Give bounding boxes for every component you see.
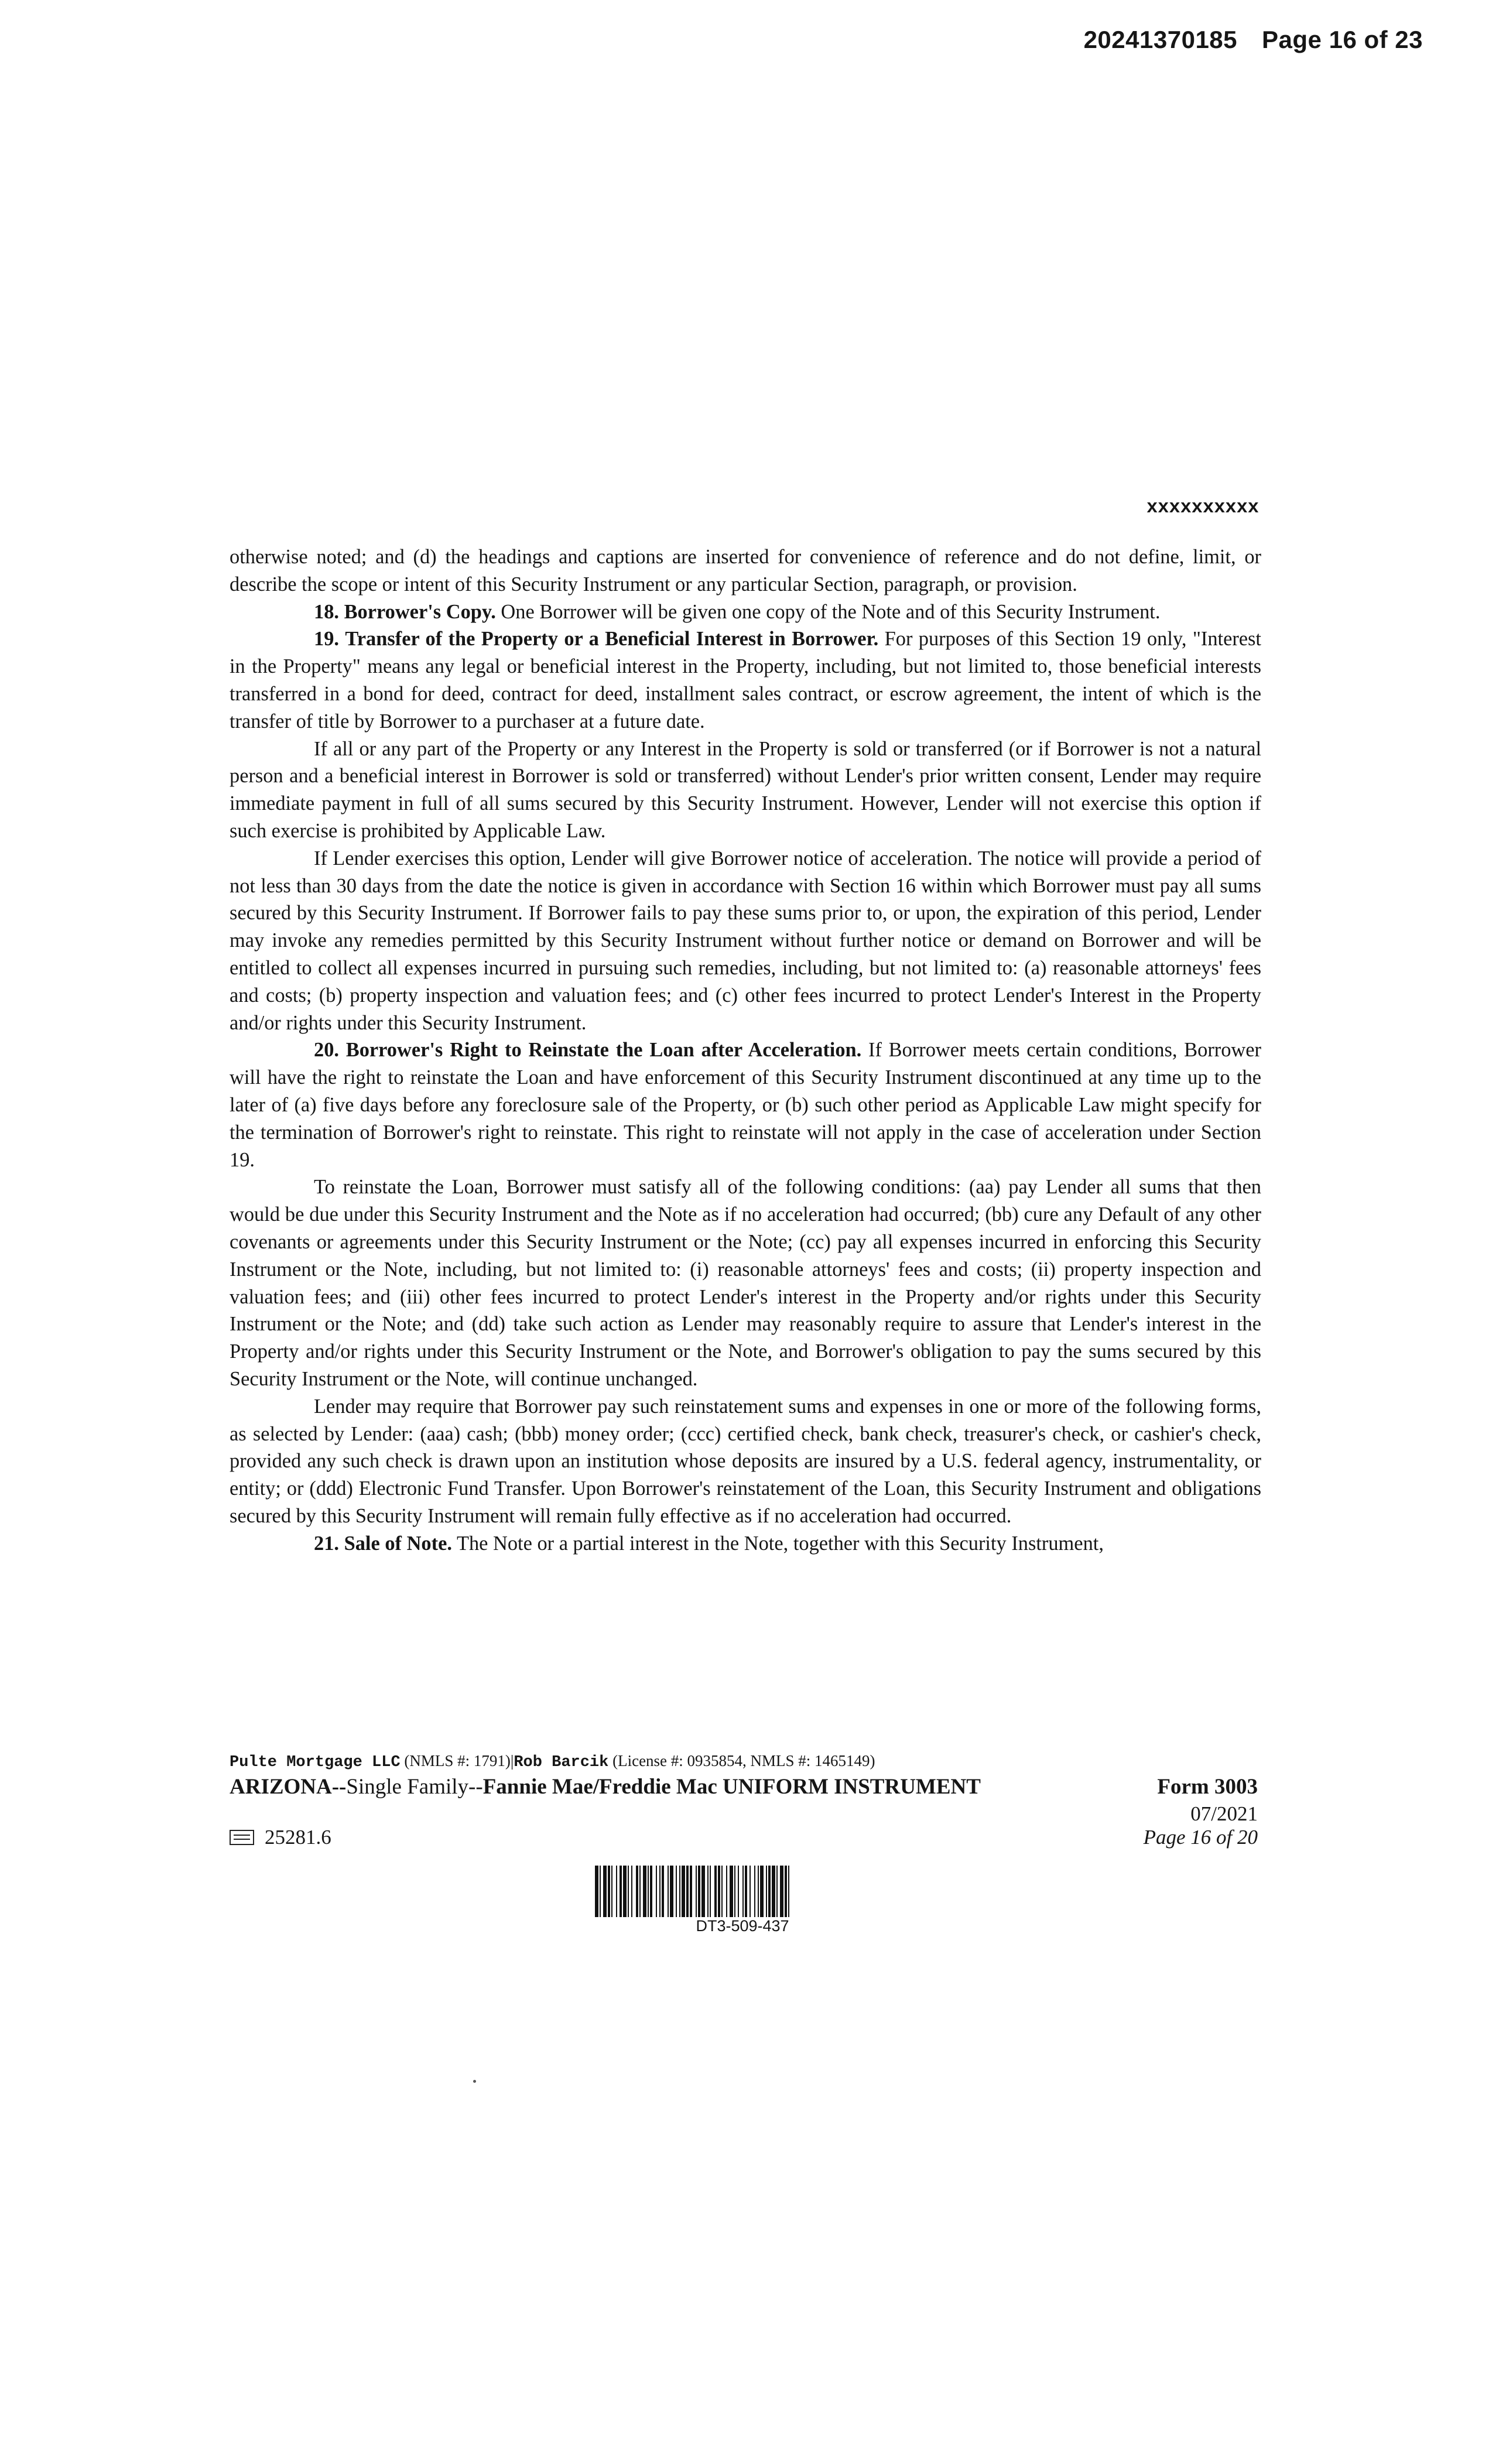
barcode-bar	[670, 1866, 673, 1917]
stray-mark	[473, 2080, 476, 2083]
separator: |	[510, 1752, 514, 1770]
form-type: Single Family--	[346, 1775, 483, 1799]
barcode-bar	[701, 1866, 705, 1917]
form-title	[230, 1774, 981, 1799]
barcode-bar	[616, 1866, 617, 1917]
barcode-bar	[730, 1866, 733, 1917]
barcode-bar	[650, 1866, 652, 1917]
barcode-bar	[785, 1866, 787, 1917]
footer-lender-line	[230, 1752, 875, 1771]
section-text: For purposes of this Section 19 only, "Interest in the Property" means any legal or beneficial interest in the Property, including, but not limited to, those beneficial interests transferred in a bond for deed, contract for deed, installment sales contract, or escrow agreement, the intent of which is the transfer of title by Borrower to a purchaser at a future date.	[230, 628, 1261, 733]
paragraph: To reinstate the Loan, Borrower must satisfy all of the following conditions: (aa) pay Lender all sums that then would be due under this Security Instrument and the Note as if no acceleration had occurred; (bb) cure any Default of any other covenants or agreements under this Security Instrument or the Note; (cc) pay all expenses incurred in enforcing this Security Instrument or the Note, including, but not limited to: (i) reasonable attorneys' fees and costs; (ii) property inspection and valuation fees; and (iii) other fees incurred to protect Lender's interest in the Property and/or rights under this Security Instrument or the Note; and (dd) take such action as Lender may reasonably require to assure that Lender's interest in the Property and/or rights under this Security Instrument or the Note, and Borrower's obligation to pay the sums secured by this Security Instrument or the Note, will continue unchanged.	[230, 1176, 1261, 1390]
form-page: Page 16 of 20	[1143, 1826, 1258, 1849]
form-name: Fannie Mae/Freddie Mac UNIFORM INSTRUMENT	[482, 1775, 981, 1799]
section-title: Borrower's Copy.	[344, 600, 496, 623]
section-title: Transfer of the Property or a Beneficial Interest in Borrower.	[345, 628, 879, 651]
barcode-bar	[766, 1866, 767, 1917]
barcode-bar	[696, 1866, 697, 1917]
paragraph: Lender may require that Borrower pay such reinstatement sums and expenses in one or more of the following forms, as selected by Lender: (aaa) cash; (bbb) money order; (ccc) certified check, bank check, treasurer's check, or cashier's check, provided any such check is drawn upon an institution whose deposits are insured by a U.S. federal agency, instrumentality, or entity; or (ddd) Electronic Fund Transfer. Upon Borrower's reinstatement of the Loan, this Security Instrument and obligations secured by this Security Instrument will remain fully effective as if no acceleration had occurred.	[230, 1395, 1261, 1527]
barcode-bar	[758, 1866, 759, 1917]
barcode-bar	[620, 1866, 622, 1917]
barcode-bar	[656, 1866, 657, 1917]
section-18	[230, 598, 1261, 626]
paragraph: If all or any part of the Property or any Interest in the Property is sold or transferred (or if Borrower is not a natural person and a beneficial interest in Borrower is sold or transferred) without Lender's prior written consent, Lender may require immediate payment in full of all sums secured by this Security Instrument. However, Lender will not exercise this option if such exercise is prohibited by Applicable Law.	[230, 737, 1261, 842]
originator-name: Rob Barcik	[514, 1754, 609, 1771]
barcode-bar	[639, 1866, 641, 1917]
recording-number: 20241370185	[1083, 26, 1238, 53]
barcode-bar	[714, 1866, 717, 1917]
form-date: 07/2021	[1190, 1802, 1258, 1825]
barcode-bar	[698, 1866, 700, 1917]
barcode-bar	[595, 1866, 598, 1917]
lender-nmls: (NMLS #: 1791)	[404, 1752, 511, 1770]
originator-license: (License #: 0935854, NMLS #: 1465149)	[612, 1752, 875, 1770]
barcode-bar	[676, 1866, 677, 1917]
barcode-bar	[745, 1866, 747, 1917]
section-number: 21.	[314, 1532, 339, 1555]
form-number: Form 3003	[1157, 1775, 1258, 1799]
barcode-bar	[742, 1866, 744, 1917]
barcode-bar	[780, 1866, 783, 1917]
barcode-bar	[776, 1866, 778, 1917]
form-state: ARIZONA--	[230, 1775, 347, 1799]
barcode-bar	[608, 1866, 610, 1917]
barcode-bar	[754, 1866, 755, 1917]
barcode-bar	[643, 1866, 646, 1917]
barcode-bar	[659, 1866, 660, 1917]
barcode-bar	[718, 1866, 720, 1917]
section-21	[230, 1530, 1261, 1558]
barcode-bar	[690, 1866, 692, 1917]
barcode-bar	[707, 1866, 709, 1917]
document-body	[230, 543, 1261, 1557]
section-title: Borrower's Right to Reinstate the Loan after Acceleration.	[345, 1039, 862, 1062]
barcode-bar	[600, 1866, 601, 1917]
section-19	[230, 625, 1261, 735]
recording-header	[1084, 26, 1423, 54]
barcode-bar	[611, 1866, 612, 1917]
barcode-bar	[636, 1866, 638, 1917]
barcode-bar	[668, 1866, 669, 1917]
barcode-bar	[768, 1866, 771, 1917]
document-icon	[230, 1830, 254, 1845]
section-title: Sale of Note.	[344, 1532, 452, 1555]
section-text: One Borrower will be given one copy of the Note and of this Security Instrument.	[501, 600, 1161, 623]
barcode-bar	[662, 1866, 664, 1917]
barcode-label: DT3-509-437	[696, 1917, 789, 1935]
section-20	[230, 1036, 1261, 1173]
barcode-bar	[682, 1866, 685, 1917]
doc-code	[230, 1826, 331, 1849]
section-text: If Borrower meets certain conditions, Borrower will have the right to reinstate the Loan and have enforcement of this Security Instrument discontinued at any time up to the later of (a) five days before any foreclosure sale of the Property, or (b) such other period as Applicable Law might specify for the termination of Borrower's right to reinstate. This right to reinstate will not apply in the case of acceleration under Section 19.	[230, 1039, 1261, 1171]
recording-page-label: Page 16 of 23	[1262, 26, 1423, 53]
lender-name: Pulte Mortgage LLC	[230, 1754, 401, 1771]
barcode-bar	[721, 1866, 723, 1917]
barcode-bar	[760, 1866, 764, 1917]
barcode-bar	[628, 1866, 629, 1917]
barcode-bar	[603, 1866, 607, 1917]
barcode-bar	[710, 1866, 711, 1917]
section-number: 20.	[314, 1039, 339, 1062]
barcode-bar	[631, 1866, 632, 1917]
section-number: 18.	[314, 600, 339, 623]
barcode-bar	[734, 1866, 735, 1917]
barcode-bar	[648, 1866, 649, 1917]
barcode-bar	[686, 1866, 689, 1917]
barcode-bar	[679, 1866, 680, 1917]
barcode-bar	[726, 1866, 727, 1917]
doc-code-text: 25281.6	[265, 1826, 331, 1849]
paragraph-continuation: otherwise noted; and (d) the headings and captions are inserted for convenience of reference and do not define, limit, or describe the scope or intent of this Security Instrument or any particular Section, paragraph, or provision.	[230, 546, 1261, 596]
barcode-bar	[623, 1866, 627, 1917]
barcode-bar	[738, 1866, 739, 1917]
masked-loan-number: xxxxxxxxxx	[1146, 497, 1259, 518]
section-text: The Note or a partial interest in the Note, together with this Security Instrument,	[456, 1532, 1104, 1555]
barcode-bar	[788, 1866, 789, 1917]
section-number: 19.	[314, 628, 339, 651]
barcode-bar	[750, 1866, 751, 1917]
paragraph: If Lender exercises this option, Lender will give Borrower notice of acceleration. The notice will provide a period of not less than 30 days from the date the notice is given in accordance with Section 16 within which Borrower must pay all sums secured by this Security Instrument. If Borrower fails to pay these sums prior to, or upon, the expiration of this period, Lender may invoke any remedies permitted by this Security Instrument without further notice or demand on Borrower and will be entitled to collect all expenses incurred in pursuing such remedies, including, but not limited to: (a) reasonable attorneys' fees and costs; (b) property inspection and valuation fees; and (c) other fees incurred to protect Lender's Interest in the Property and/or rights under this Security Instrument.	[230, 847, 1261, 1034]
barcode	[595, 1866, 890, 1917]
barcode-bar	[772, 1866, 775, 1917]
